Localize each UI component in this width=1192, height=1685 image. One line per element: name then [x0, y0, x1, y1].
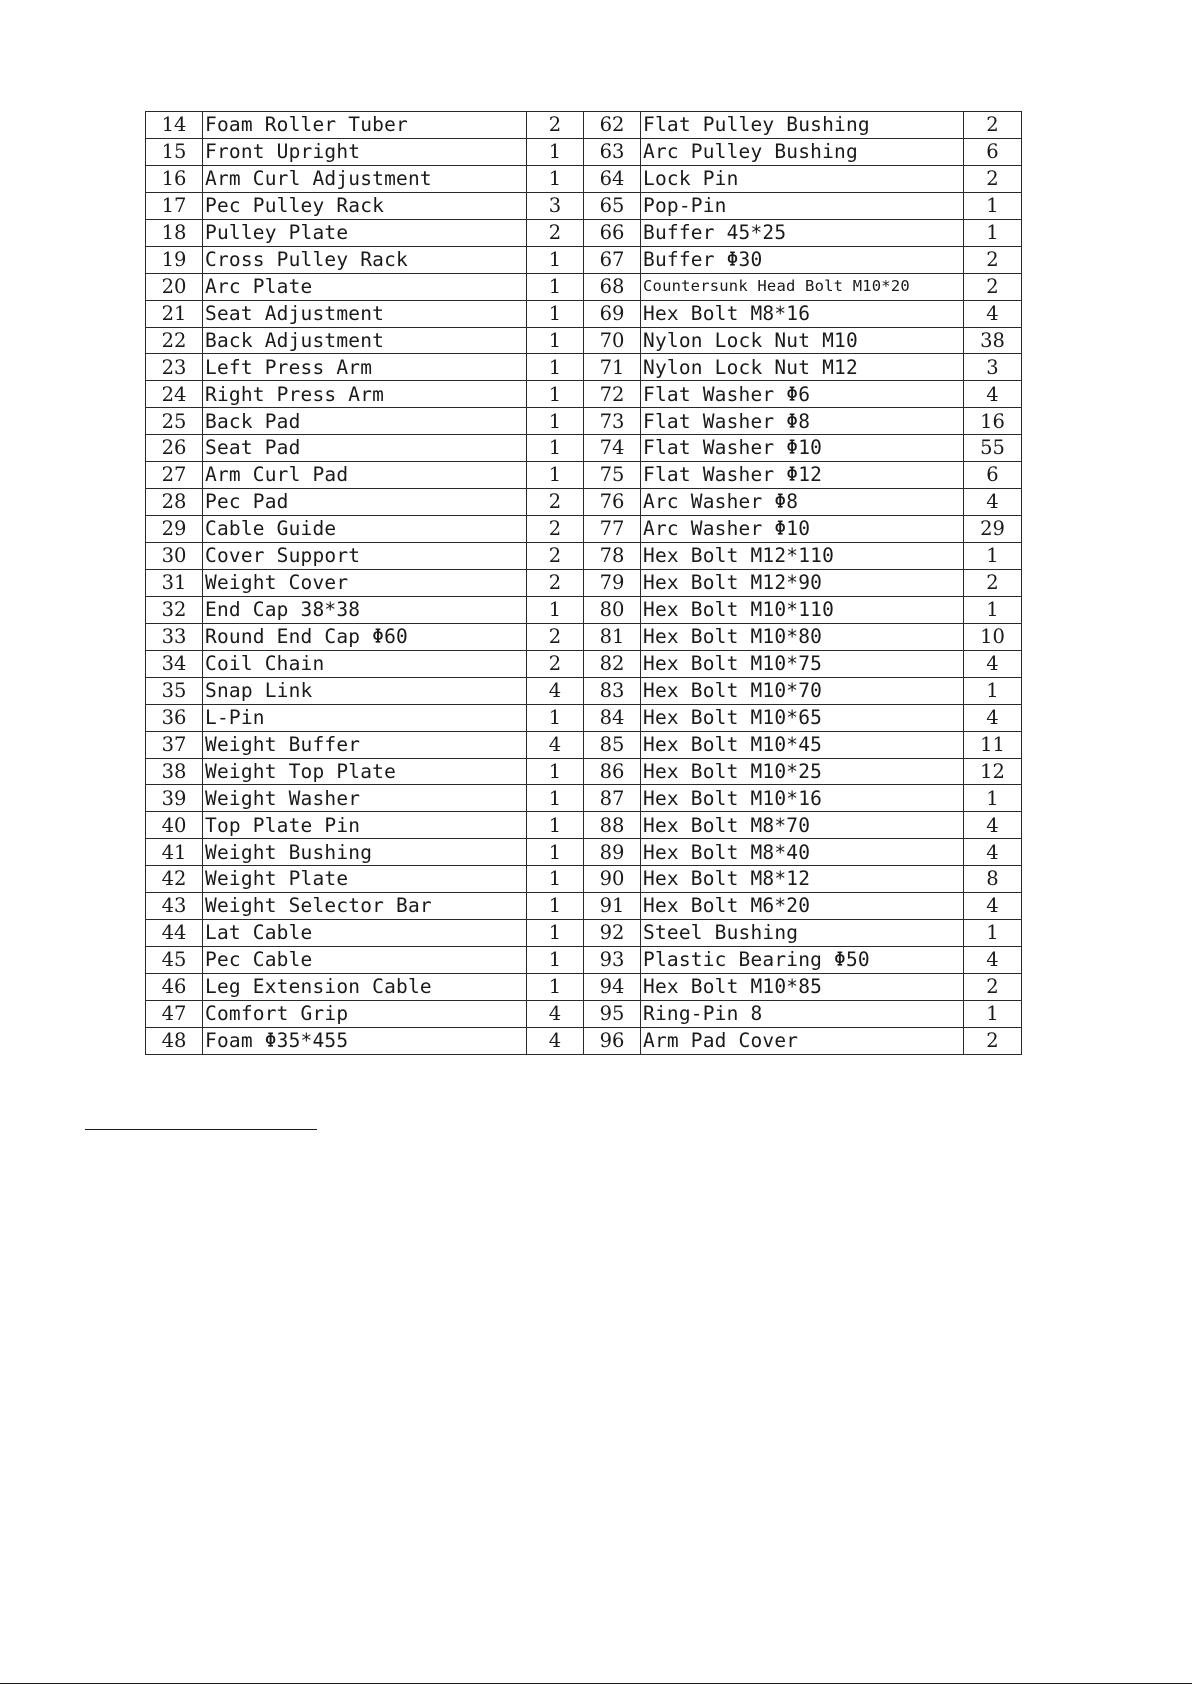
part-quantity-cell: 2	[964, 569, 1022, 596]
part-quantity-cell: 55	[964, 435, 1022, 462]
part-number-cell: 93	[584, 947, 641, 974]
part-number-cell: 83	[584, 677, 641, 704]
part-name-cell: Arm Pad Cover	[641, 1027, 964, 1054]
table-row	[146, 812, 1022, 839]
part-name-cell: Cover Support	[203, 543, 527, 570]
part-name-cell: Hex Bolt M10*65	[641, 704, 964, 731]
part-quantity-cell: 1	[527, 947, 584, 974]
part-quantity-cell: 1	[527, 758, 584, 785]
part-quantity-cell: 4	[964, 489, 1022, 516]
part-name-cell: Hex Bolt M10*70	[641, 677, 964, 704]
table-row	[146, 920, 1022, 947]
table-row	[146, 596, 1022, 623]
part-quantity-cell: 16	[964, 408, 1022, 435]
part-number-cell: 26	[146, 435, 203, 462]
part-name-cell: Hex Bolt M8*16	[641, 300, 964, 327]
part-name-cell: Hex Bolt M6*20	[641, 893, 964, 920]
part-name-cell: Buffer 45*25	[641, 219, 964, 246]
part-quantity-cell: 1	[527, 246, 584, 273]
part-name-cell: L-Pin	[203, 704, 527, 731]
table-row	[146, 731, 1022, 758]
part-name-cell: Seat Pad	[203, 435, 527, 462]
part-quantity-cell: 2	[527, 112, 584, 139]
part-name-cell: Nylon Lock Nut M12	[641, 354, 964, 381]
part-number-cell: 25	[146, 408, 203, 435]
part-quantity-cell: 4	[964, 947, 1022, 974]
part-name-cell: Hex Bolt M8*40	[641, 839, 964, 866]
part-number-cell: 82	[584, 650, 641, 677]
part-name-cell: End Cap 38*38	[203, 596, 527, 623]
part-name-cell: Hex Bolt M10*85	[641, 974, 964, 1001]
table-row	[146, 246, 1022, 273]
part-name-cell: Pec Pad	[203, 489, 527, 516]
part-name-cell: Weight Cover	[203, 569, 527, 596]
part-name-cell: Pec Pulley Rack	[203, 192, 527, 219]
part-quantity-cell: 1	[527, 300, 584, 327]
table-row	[146, 677, 1022, 704]
part-name-cell: Buffer Φ30	[641, 246, 964, 273]
part-quantity-cell: 2	[527, 650, 584, 677]
part-quantity-cell: 4	[964, 704, 1022, 731]
part-name-cell: Nylon Lock Nut M10	[641, 327, 964, 354]
part-quantity-cell: 4	[964, 381, 1022, 408]
table-row	[146, 650, 1022, 677]
part-name-cell: Pop-Pin	[641, 192, 964, 219]
part-quantity-cell: 4	[527, 1027, 584, 1054]
part-quantity-cell: 4	[527, 731, 584, 758]
part-quantity-cell: 8	[964, 866, 1022, 893]
part-number-cell: 19	[146, 246, 203, 273]
part-name-cell: Back Pad	[203, 408, 527, 435]
part-number-cell: 92	[584, 920, 641, 947]
part-name-cell: Cross Pulley Rack	[203, 246, 527, 273]
part-quantity-cell: 1	[964, 677, 1022, 704]
part-number-cell: 15	[146, 138, 203, 165]
part-name-cell: Flat Washer Φ8	[641, 408, 964, 435]
part-name-cell: Flat Washer Φ10	[641, 435, 964, 462]
table-row	[146, 408, 1022, 435]
part-number-cell: 62	[584, 112, 641, 139]
table-row	[146, 489, 1022, 516]
part-quantity-cell: 4	[964, 839, 1022, 866]
part-number-cell: 34	[146, 650, 203, 677]
part-number-cell: 29	[146, 516, 203, 543]
table-row	[146, 866, 1022, 893]
part-name-cell: Hex Bolt M12*110	[641, 543, 964, 570]
part-name-cell: Flat Pulley Bushing	[641, 112, 964, 139]
part-number-cell: 71	[584, 354, 641, 381]
part-quantity-cell: 1	[527, 785, 584, 812]
part-number-cell: 79	[584, 569, 641, 596]
part-number-cell: 78	[584, 543, 641, 570]
part-quantity-cell: 6	[964, 462, 1022, 489]
table-row	[146, 623, 1022, 650]
part-quantity-cell: 1	[527, 273, 584, 300]
part-name-cell: Weight Top Plate	[203, 758, 527, 785]
part-quantity-cell: 10	[964, 623, 1022, 650]
part-number-cell: 20	[146, 273, 203, 300]
part-quantity-cell: 1	[527, 138, 584, 165]
part-quantity-cell: 2	[527, 219, 584, 246]
part-number-cell: 39	[146, 785, 203, 812]
part-number-cell: 30	[146, 543, 203, 570]
table-row	[146, 462, 1022, 489]
table-row	[146, 947, 1022, 974]
table-row	[146, 435, 1022, 462]
part-quantity-cell: 1	[527, 974, 584, 1001]
part-name-cell: Weight Buffer	[203, 731, 527, 758]
part-name-cell: Weight Plate	[203, 866, 527, 893]
part-quantity-cell: 4	[527, 1000, 584, 1027]
part-number-cell: 22	[146, 327, 203, 354]
table-row	[146, 569, 1022, 596]
part-number-cell: 45	[146, 947, 203, 974]
part-quantity-cell: 29	[964, 516, 1022, 543]
part-quantity-cell: 12	[964, 758, 1022, 785]
part-number-cell: 47	[146, 1000, 203, 1027]
part-number-cell: 74	[584, 435, 641, 462]
part-quantity-cell: 1	[527, 704, 584, 731]
part-quantity-cell: 4	[964, 300, 1022, 327]
part-quantity-cell: 1	[527, 812, 584, 839]
part-name-cell: Snap Link	[203, 677, 527, 704]
part-name-cell: Left Press Arm	[203, 354, 527, 381]
part-number-cell: 95	[584, 1000, 641, 1027]
part-name-cell: Right Press Arm	[203, 381, 527, 408]
part-name-cell: Hex Bolt M10*110	[641, 596, 964, 623]
part-name-cell: Hex Bolt M10*75	[641, 650, 964, 677]
part-quantity-cell: 1	[527, 596, 584, 623]
part-name-cell: Hex Bolt M10*80	[641, 623, 964, 650]
part-number-cell: 91	[584, 893, 641, 920]
part-number-cell: 31	[146, 569, 203, 596]
part-quantity-cell: 2	[527, 569, 584, 596]
part-number-cell: 18	[146, 219, 203, 246]
part-quantity-cell: 6	[964, 138, 1022, 165]
table-row	[146, 839, 1022, 866]
part-quantity-cell: 2	[964, 165, 1022, 192]
part-quantity-cell: 1	[964, 1000, 1022, 1027]
part-number-cell: 77	[584, 516, 641, 543]
part-number-cell: 44	[146, 920, 203, 947]
part-name-cell: Arc Washer Φ10	[641, 516, 964, 543]
part-number-cell: 46	[146, 974, 203, 1001]
part-name-cell: Pec Cable	[203, 947, 527, 974]
part-number-cell: 76	[584, 489, 641, 516]
part-quantity-cell: 1	[964, 192, 1022, 219]
part-name-cell: Back Adjustment	[203, 327, 527, 354]
table-row	[146, 112, 1022, 139]
part-name-cell: Flat Washer Φ12	[641, 462, 964, 489]
part-number-cell: 23	[146, 354, 203, 381]
part-quantity-cell: 2	[964, 974, 1022, 1001]
part-number-cell: 37	[146, 731, 203, 758]
part-number-cell: 16	[146, 165, 203, 192]
part-number-cell: 40	[146, 812, 203, 839]
footnote-separator-line	[85, 1129, 317, 1130]
part-name-cell: Countersunk Head Bolt M10*20	[641, 273, 964, 300]
part-number-cell: 70	[584, 327, 641, 354]
part-name-cell: Front Upright	[203, 138, 527, 165]
part-number-cell: 21	[146, 300, 203, 327]
part-quantity-cell: 1	[527, 408, 584, 435]
table-row	[146, 543, 1022, 570]
table-row	[146, 138, 1022, 165]
part-number-cell: 90	[584, 866, 641, 893]
table-row	[146, 785, 1022, 812]
part-name-cell: Weight Selector Bar	[203, 893, 527, 920]
part-quantity-cell: 2	[964, 273, 1022, 300]
part-number-cell: 28	[146, 489, 203, 516]
table-row	[146, 381, 1022, 408]
part-number-cell: 89	[584, 839, 641, 866]
table-row	[146, 327, 1022, 354]
part-quantity-cell: 3	[527, 192, 584, 219]
part-number-cell: 42	[146, 866, 203, 893]
table-row	[146, 219, 1022, 246]
part-quantity-cell: 2	[527, 489, 584, 516]
part-number-cell: 36	[146, 704, 203, 731]
part-number-cell: 67	[584, 246, 641, 273]
part-number-cell: 88	[584, 812, 641, 839]
part-quantity-cell: 4	[964, 650, 1022, 677]
part-number-cell: 72	[584, 381, 641, 408]
part-number-cell: 75	[584, 462, 641, 489]
part-name-cell: Seat Adjustment	[203, 300, 527, 327]
part-number-cell: 27	[146, 462, 203, 489]
part-name-cell: Lat Cable	[203, 920, 527, 947]
table-row	[146, 758, 1022, 785]
part-number-cell: 96	[584, 1027, 641, 1054]
table-row	[146, 704, 1022, 731]
part-name-cell: Comfort Grip	[203, 1000, 527, 1027]
table-row	[146, 192, 1022, 219]
part-name-cell: Foam Roller Tuber	[203, 112, 527, 139]
part-quantity-cell: 1	[964, 596, 1022, 623]
part-number-cell: 38	[146, 758, 203, 785]
part-number-cell: 66	[584, 219, 641, 246]
part-number-cell: 41	[146, 839, 203, 866]
part-quantity-cell: 1	[527, 327, 584, 354]
part-name-cell: Ring-Pin 8	[641, 1000, 964, 1027]
part-name-cell: Cable Guide	[203, 516, 527, 543]
part-number-cell: 69	[584, 300, 641, 327]
table-row	[146, 1000, 1022, 1027]
part-number-cell: 64	[584, 165, 641, 192]
part-name-cell: Hex Bolt M8*70	[641, 812, 964, 839]
part-name-cell: Hex Bolt M10*25	[641, 758, 964, 785]
table-row	[146, 893, 1022, 920]
part-quantity-cell: 1	[527, 435, 584, 462]
part-quantity-cell: 4	[527, 677, 584, 704]
parts-table-body	[146, 112, 1022, 1055]
part-name-cell: Weight Washer	[203, 785, 527, 812]
part-number-cell: 80	[584, 596, 641, 623]
part-name-cell: Pulley Plate	[203, 219, 527, 246]
part-name-cell: Foam Φ35*455	[203, 1027, 527, 1054]
part-number-cell: 68	[584, 273, 641, 300]
part-quantity-cell: 1	[964, 219, 1022, 246]
table-row	[146, 165, 1022, 192]
part-number-cell: 86	[584, 758, 641, 785]
part-number-cell: 73	[584, 408, 641, 435]
part-number-cell: 94	[584, 974, 641, 1001]
part-quantity-cell: 11	[964, 731, 1022, 758]
part-name-cell: Weight Bushing	[203, 839, 527, 866]
table-row	[146, 974, 1022, 1001]
part-name-cell: Arc Pulley Bushing	[641, 138, 964, 165]
part-quantity-cell: 38	[964, 327, 1022, 354]
part-number-cell: 43	[146, 893, 203, 920]
part-name-cell: Arc Plate	[203, 273, 527, 300]
part-quantity-cell: 1	[527, 354, 584, 381]
part-quantity-cell: 1	[964, 785, 1022, 812]
part-name-cell: Hex Bolt M12*90	[641, 569, 964, 596]
part-number-cell: 84	[584, 704, 641, 731]
part-quantity-cell: 2	[964, 246, 1022, 273]
part-number-cell: 63	[584, 138, 641, 165]
part-name-cell: Hex Bolt M10*45	[641, 731, 964, 758]
part-number-cell: 35	[146, 677, 203, 704]
part-name-cell: Hex Bolt M8*12	[641, 866, 964, 893]
part-number-cell: 33	[146, 623, 203, 650]
part-quantity-cell: 2	[527, 516, 584, 543]
part-number-cell: 14	[146, 112, 203, 139]
part-name-cell: Steel Bushing	[641, 920, 964, 947]
part-quantity-cell: 1	[527, 462, 584, 489]
table-row	[146, 354, 1022, 381]
part-quantity-cell: 2	[964, 1027, 1022, 1054]
part-number-cell: 24	[146, 381, 203, 408]
part-name-cell: Arm Curl Adjustment	[203, 165, 527, 192]
part-name-cell: Arm Curl Pad	[203, 462, 527, 489]
part-number-cell: 17	[146, 192, 203, 219]
table-row	[146, 1027, 1022, 1054]
part-quantity-cell: 1	[964, 543, 1022, 570]
part-quantity-cell: 1	[527, 839, 584, 866]
table-row	[146, 300, 1022, 327]
part-number-cell: 81	[584, 623, 641, 650]
part-quantity-cell: 1	[527, 920, 584, 947]
part-number-cell: 87	[584, 785, 641, 812]
part-quantity-cell: 2	[527, 623, 584, 650]
part-quantity-cell: 3	[964, 354, 1022, 381]
part-name-cell: Hex Bolt M10*16	[641, 785, 964, 812]
part-name-cell: Lock Pin	[641, 165, 964, 192]
part-quantity-cell: 1	[964, 920, 1022, 947]
parts-list-table	[145, 111, 1022, 1055]
part-number-cell: 85	[584, 731, 641, 758]
part-quantity-cell: 1	[527, 381, 584, 408]
part-number-cell: 48	[146, 1027, 203, 1054]
part-quantity-cell: 1	[527, 165, 584, 192]
page-bottom-line	[0, 1683, 1192, 1684]
table-row	[146, 516, 1022, 543]
part-quantity-cell: 1	[527, 866, 584, 893]
part-name-cell: Coil Chain	[203, 650, 527, 677]
part-quantity-cell: 4	[964, 812, 1022, 839]
part-name-cell: Top Plate Pin	[203, 812, 527, 839]
part-number-cell: 65	[584, 192, 641, 219]
part-quantity-cell: 2	[964, 112, 1022, 139]
part-name-cell: Flat Washer Φ6	[641, 381, 964, 408]
part-quantity-cell: 4	[964, 893, 1022, 920]
part-name-cell: Plastic Bearing Φ50	[641, 947, 964, 974]
part-name-cell: Arc Washer Φ8	[641, 489, 964, 516]
part-quantity-cell: 1	[527, 893, 584, 920]
table-row	[146, 273, 1022, 300]
part-quantity-cell: 2	[527, 543, 584, 570]
part-name-cell: Leg Extension Cable	[203, 974, 527, 1001]
part-number-cell: 32	[146, 596, 203, 623]
part-name-cell: Round End Cap Φ60	[203, 623, 527, 650]
